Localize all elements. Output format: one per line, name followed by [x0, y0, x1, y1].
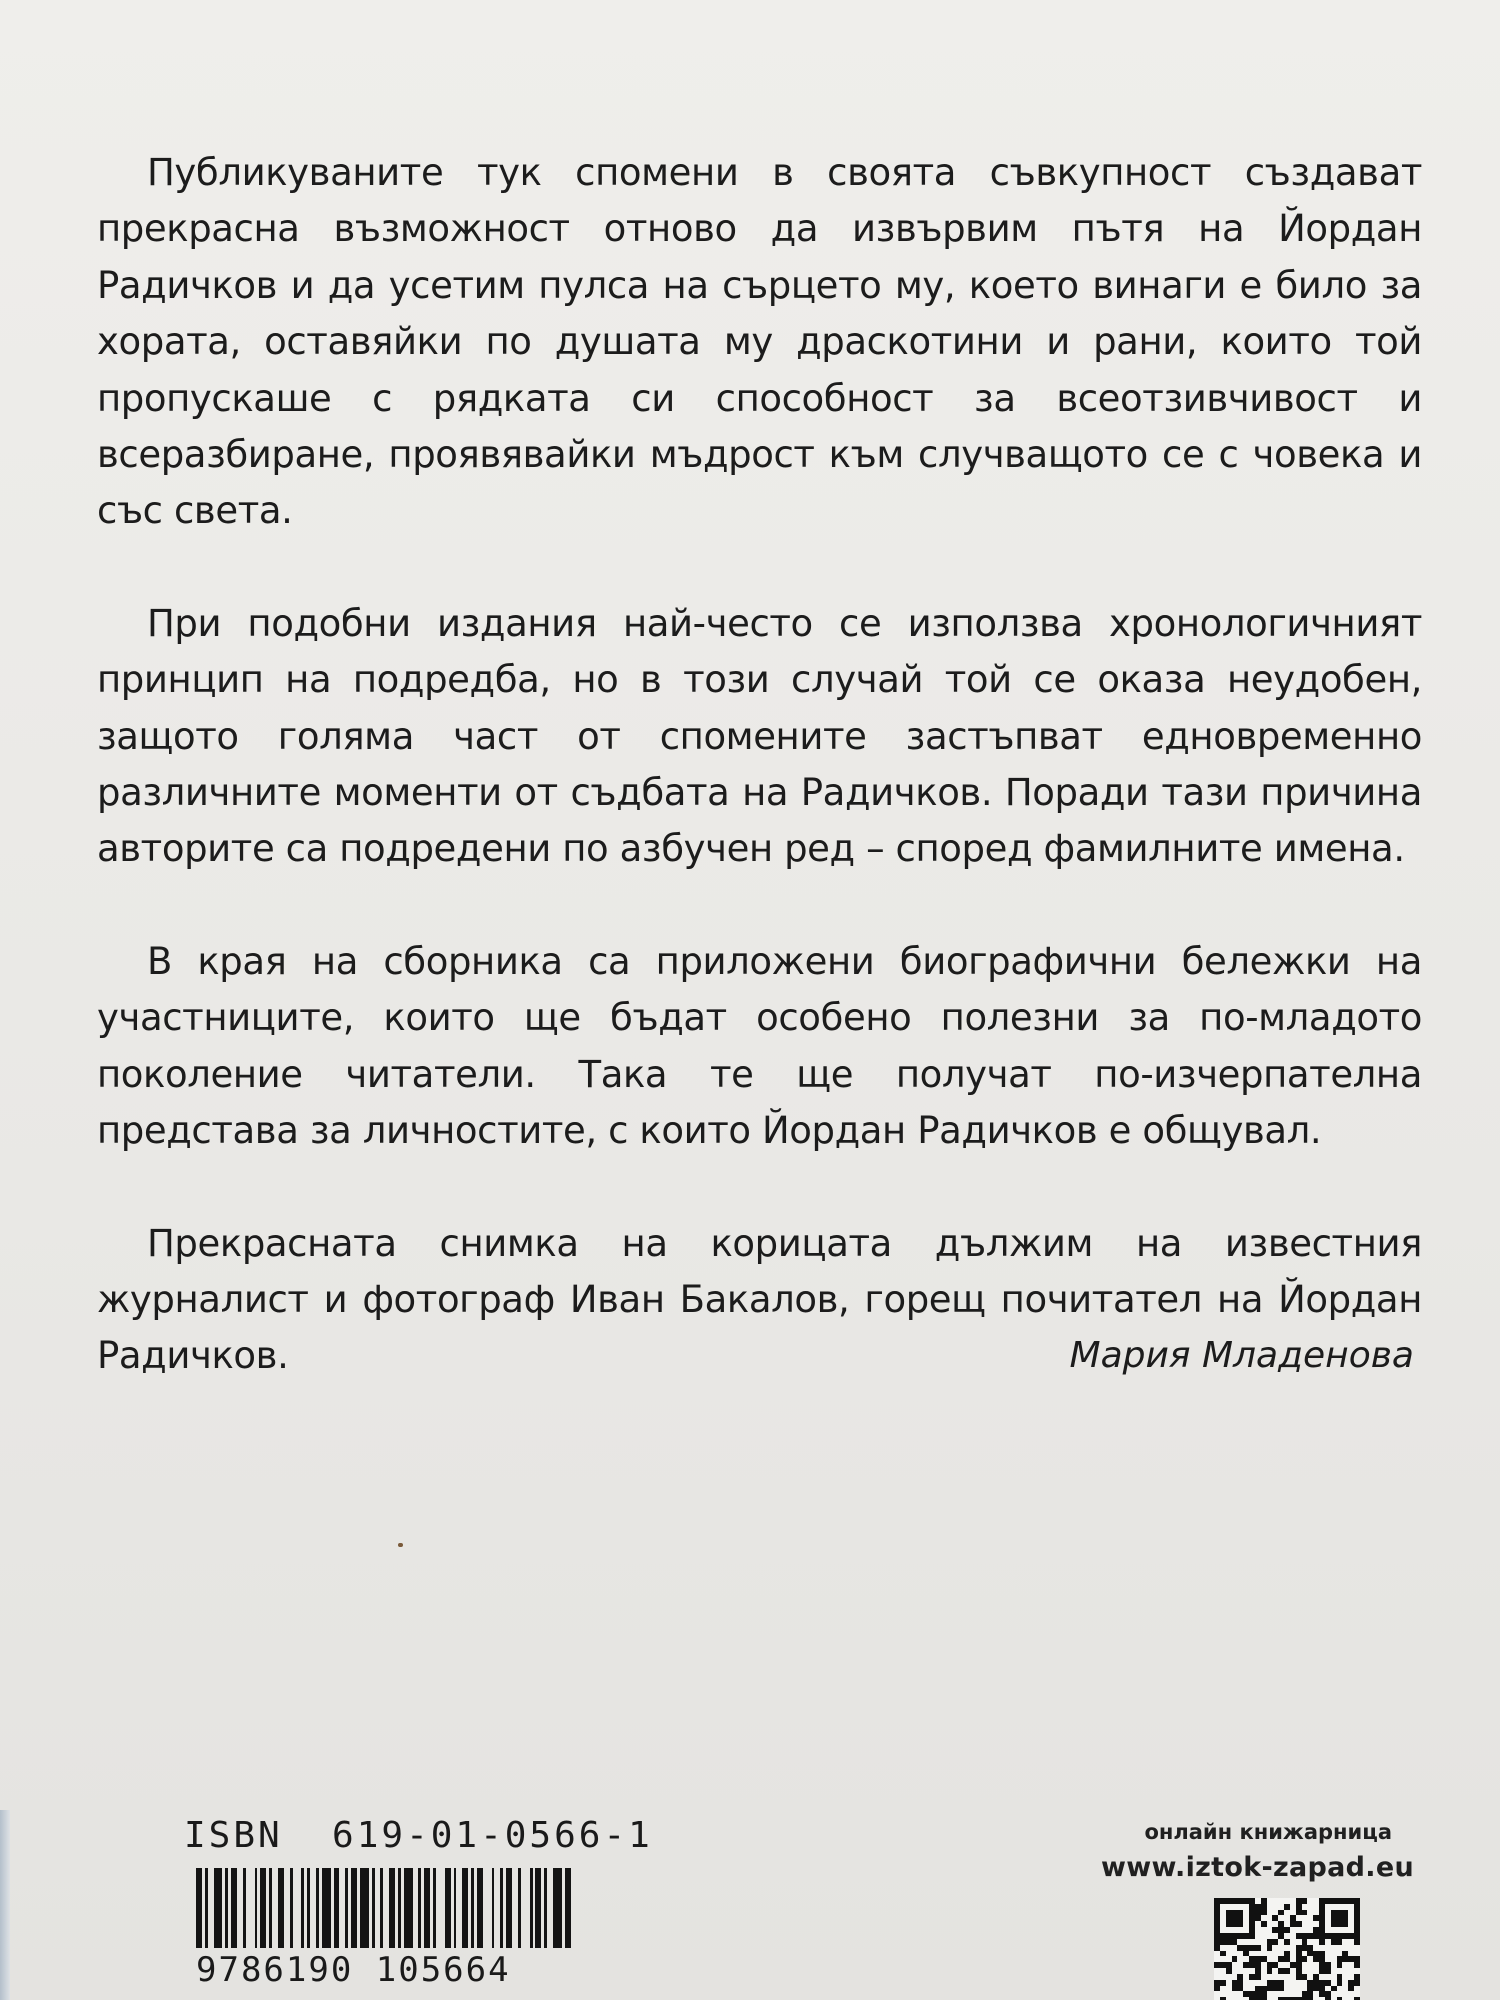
barcode-bar — [246, 1868, 255, 1948]
barcode-bar — [553, 1868, 562, 1948]
barcode-bar — [293, 1868, 302, 1948]
blurb-text — [97, 145, 1422, 1441]
paragraph-2: При подобни издания най-често се използва хронологичният принцип на подредба, но в този случай той се оказа неудобен, защото голяма част от спомените застъпват едновременно различните моменти от съдбата на Радичков. Поради тази причина авторите са подредени по азбучен ред – според фамилните имена. — [97, 601, 1422, 871]
isbn-label: ISBN 619-01-0566-1 — [184, 1815, 653, 1856]
paragraph-3: В края на сборника са приложени биографични бележки на участниците, които ще бъдат особено полезни за по-младото поколение читатели. Така те ще получат по-изчерпателна представа за личностите, с които Йордан Радичков е общувал. — [97, 939, 1422, 1153]
barcode-bar — [521, 1868, 530, 1948]
barcode-bar — [360, 1868, 369, 1948]
store-url[interactable]: www.iztok-zapad.eu — [1101, 1852, 1414, 1883]
qr-code-icon[interactable] — [1214, 1898, 1360, 2000]
paper-speck — [398, 1543, 403, 1547]
barcode — [196, 1868, 574, 1948]
barcode-bar — [436, 1868, 445, 1948]
paragraph-1: Публикуваните тук спомени в своята съвкупност създават прекрасна възможност отново да извървим пътя на Йордан Радичков и да усетим пулса на сърцето му, което винаги е било за хората, оставяйки по душата му драскотини и рани, които той пропускаше с рядката си способност за всеотзивчивост и всеразбиране, проявявайки мъдрост към случващото се с човека и със света. — [97, 151, 1422, 533]
isbn-block — [180, 1815, 653, 2000]
barcode-bar — [404, 1868, 413, 1948]
barcode-bar — [571, 1868, 574, 1948]
barcode-bar — [322, 1868, 331, 1948]
barcode-bar — [214, 1868, 223, 1948]
paragraph-4: Прекрасната снимка на корицата дължим на известния журналист и фотограф Иван Бакалов, горещ почитател на Йордан Радичков. — [97, 1221, 1422, 1378]
barcode-bar — [483, 1868, 492, 1948]
store-label: онлайн книжарница — [1144, 1820, 1392, 1844]
cover-edge — [0, 1810, 10, 2000]
online-store — [1101, 1820, 1414, 1883]
author-signature: Мария Младенова — [1069, 1335, 1414, 1376]
ean-number: 9786190 105664 — [196, 1950, 511, 1990]
